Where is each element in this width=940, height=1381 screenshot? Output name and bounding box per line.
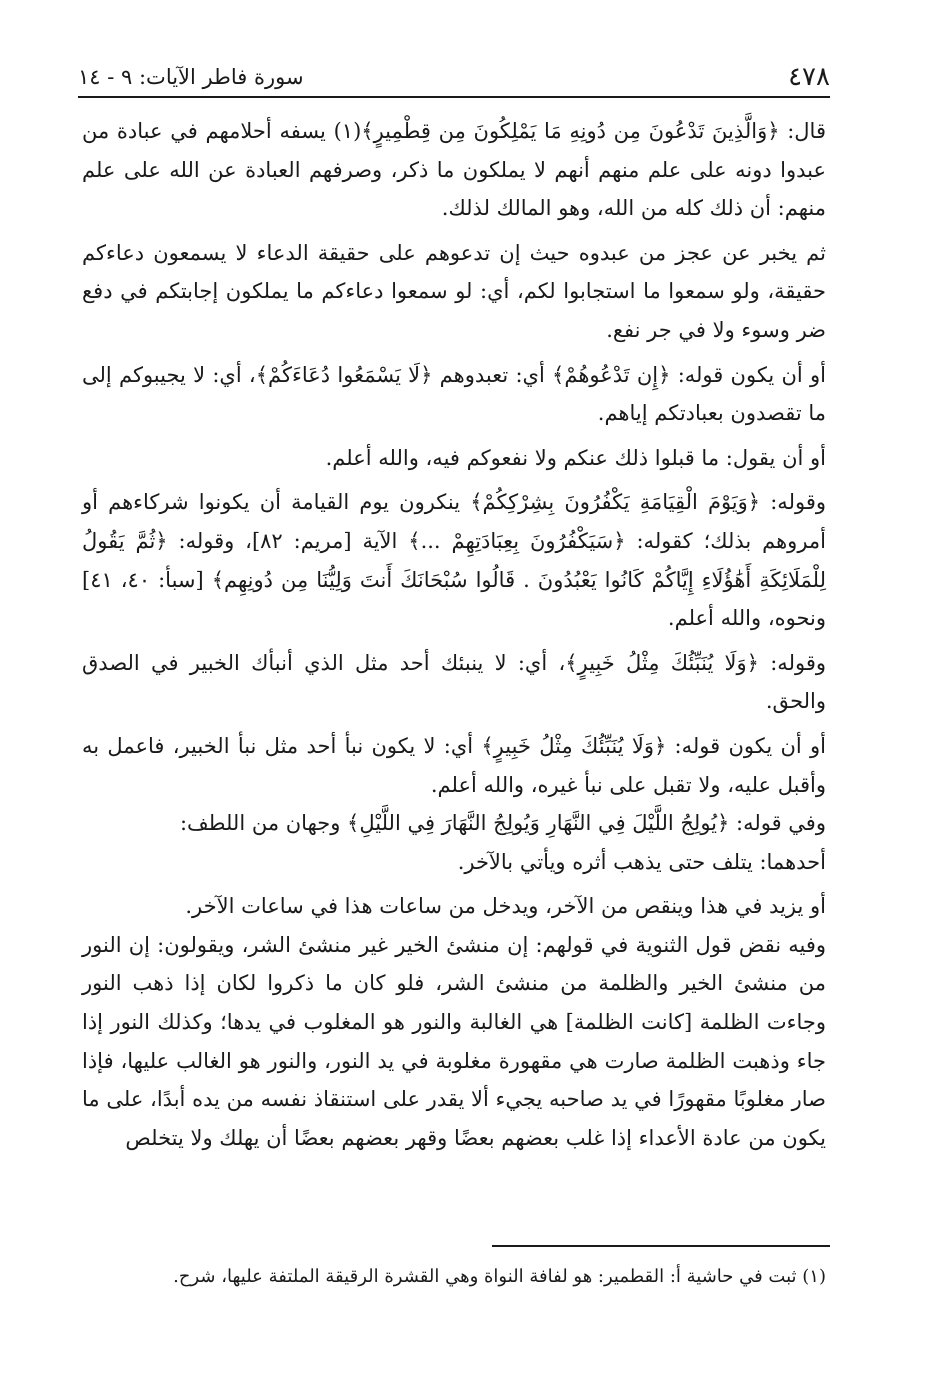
paragraph: أو أن يكون قوله: ﴿وَلَا يُنَبِّئُكَ مِثْلُ خَبِيرٍ﴾ أي: لا يكون نبأ أحد مثل نبأ الخبير، فاعمل به وأقبل عليه، ولا تقبل على نبأ غيره، والله أعلم. — [82, 733, 826, 797]
paragraph: وفي قوله: ﴿يُولِجُ اللَّيْلَ فِي النَّهَارِ وَيُولِجُ النَّهَارَ فِي اللَّيْلِ﴾ وجهان من اللطف: — [179, 811, 826, 836]
paragraph: أحدهما: يتلف حتى يذهب أثره ويأتي بالآخر. — [457, 849, 826, 874]
footnote-separator — [492, 1245, 830, 1247]
page-number: ٤٧٨ — [788, 62, 830, 92]
paragraph: ثم يخبر عن عجز من عبدوه حيث إن تدعوهم على حقيقة الدعاء لا يسمعون دعاءكم حقيقة، ولو سمعوا ما استجابوا لكم، أي: لو سمعوا دعاءكم ما يملكون إجابتكم في دفع ضر وسوء ولا في جر نفع. — [82, 240, 826, 342]
paragraph: أو يزيد في هذا وينقص من الآخر، ويدخل من ساعات هذا في ساعات الآخر. — [185, 894, 826, 919]
footnote: (١) ثبت في حاشية أ: القطمير: هو لفافة النواة وهي القشرة الرقيقة الملتفة عليها، شرح. — [173, 1266, 826, 1287]
paragraph: قال: ﴿وَالَّذِينَ تَدْعُونَ مِن دُونِهِ مَا يَمْلِكُونَ مِن قِطْمِيرٍ﴾(١) يسفه أحلامهم في عبادة من عبدوا دونه على علم منهم أنهم لا يملكون ما ذكر، وصرفهم العبادة عن الله على علم منهم: أن ذلك كله من الله، وهو المالك لذلك. — [82, 119, 826, 221]
paragraph: وقوله: ﴿وَلَا يُنَبِّئُكَ مِثْلُ خَبِيرٍ﴾، أي: لا ينبئك أحد مثل الذي أنبأك الخبير في الصدق والحق. — [82, 650, 826, 714]
page-header — [78, 60, 830, 98]
running-title: سورة فاطر الآيات: ٩ - ١٤ — [78, 65, 304, 89]
page-body — [82, 112, 826, 1157]
paragraph: أو أن يقول: ما قبلوا ذلك عنكم ولا نفعوكم فيه، والله أعلم. — [325, 445, 826, 470]
paragraph: وقوله: ﴿وَيَوْمَ الْقِيَامَةِ يَكْفُرُونَ بِشِرْكِكُمْ﴾ ينكرون يوم القيامة أن يكونوا شركاءهم أو أمروهم بذلك؛ كقوله: ﴿سَيَكْفُرُونَ بِعِبَادَتِهِمْ ...﴾ الآية [مريم: ٨٢]، وقوله: ﴿ثُمَّ يَقُولُ لِلْمَلَائِكَةِ أَهَٰؤُلَاءِ إِيَّاكُمْ كَانُوا يَعْبُدُونَ . قَالُوا سُبْحَانَكَ أَنتَ وَلِيُّنَا مِن دُونِهِم﴾ [سبأ: ٤٠، ٤١] ونحوه، والله أعلم. — [82, 490, 826, 631]
paragraph: أو أن يكون قوله: ﴿إِن تَدْعُوهُمْ﴾ أي: تعبدوهم ﴿لَا يَسْمَعُوا دُعَاءَكُمْ﴾، أي: لا يجيبوكم إلى ما تقصدون بعبادتكم إياهم. — [82, 362, 826, 426]
paragraph: وفيه نقض قول الثنوية في قولهم: إن منشئ الخير غير منشئ الشر، ويقولون: إن النور من منشئ الخير والظلمة من منشئ الشر، فلو كان ما ذكروا لكان إذا ذهب النور وجاءت الظلمة [كانت الظلمة] هي الغالبة والنور هو المغلوب في يدها؛ وكذلك النور إذا جاء وذهبت الظلمة صارت هي مقهورة مغلوبة في يد النور، والنور هو الغالب عليها، فإذا صار مغلوبًا مقهورًا في يد صاحبه يجيء ألا يقدر على استنقاذ نفسه من يده أبدًا، على ما يكون من عادة الأعداء إذا غلب بعضهم بعضًا وقهر بعضهم بعضًا أن يهلك ولا يتخلص — [82, 932, 826, 1150]
